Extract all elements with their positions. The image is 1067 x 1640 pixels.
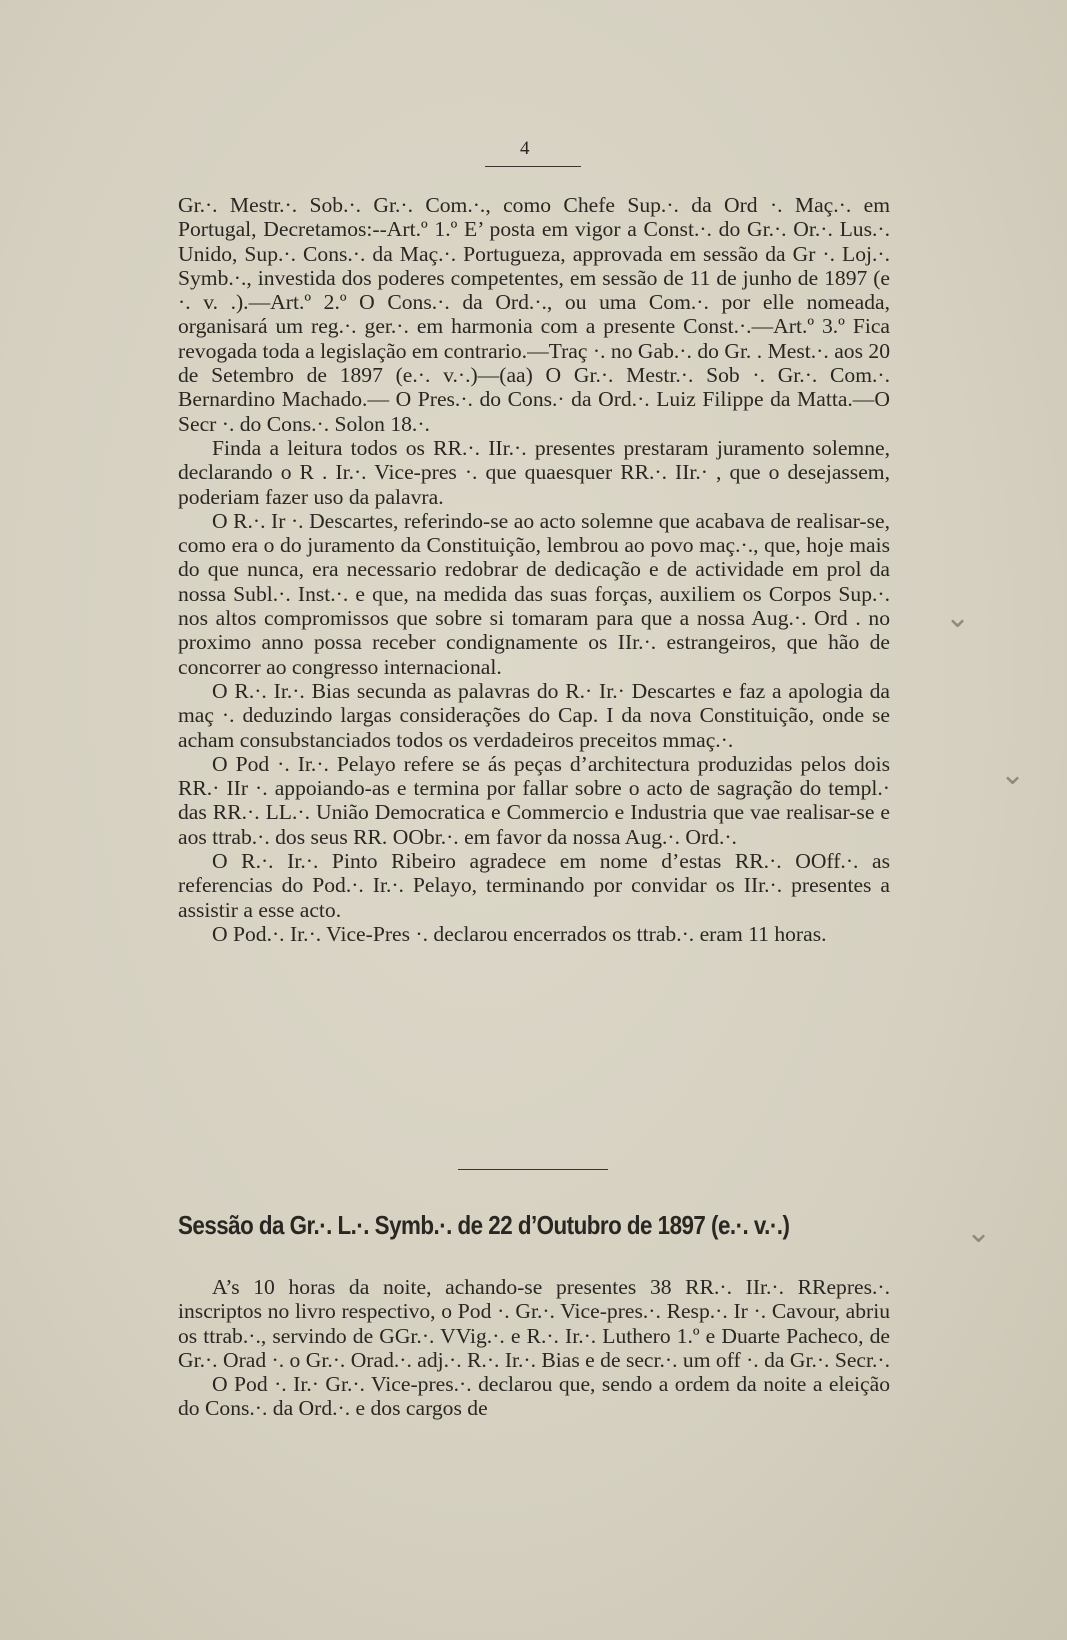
session-text: [178, 1275, 890, 1421]
oath-paragraph: Finda a leitura todos os RR.·. IIr.·. presentes prestaram juramento solemne, declarando o R . Ir.·. Vice-pres ·. que quaesquer RR.·. IIr.· , que o desejassem, poderiam fazer uso da palavra.: [178, 435, 890, 509]
order-of-night-paragraph: O Pod ·. Ir.· Gr.·. Vice-pres.·. declarou que, sendo a ordem da noite a eleição do Cons.·. da Ord.·. e dos cargos de: [178, 1372, 890, 1421]
descartes-paragraph: O R.·. Ir ·. Descartes, referindo-se ao acto solemne que acabava de realisar-se, como era o do juramento da Constituição, lembrou ao povo maç.·., que, hoje mais do que nunca, era necessario redobrar de dedicação e de actividade em prol da nossa Subl.·. Inst.·. e que, na medida das suas forças, auxiliem os Corpos Sup.·. nos altos compromissos que sobre si tomaram para que a nossa Aug.·. Ord . no proximo anno possa receber condignamente os IIr.·. estrangeiros, que hão de concorrer ao congresso internacional.: [178, 508, 890, 679]
header-rule: [485, 166, 581, 167]
decree-paragraph: Gr.·. Mestr.·. Sob.·. Gr.·. Com.·., como Chefe Sup.·. da Ord ·. Maç.·. em Portugal, Decretamos:--Art.º 1.º E’ posta em vigor a Const.·. do Gr.·. Or.·. Lus.·. Unido, Sup.·. Cons.·. da Maç.·. Portugueza, approvada em sessão da Gr ·. Loj.·. Symb.·., investida dos poderes competentes, em sessão de 11 de junho de 1897 (e ·. v. .).—Art.º 2.º O Cons.·. da Ord.·., ou uma Com.·. por elle nomeada, organisará um reg.·. ger.·. em harmonia com a presente Const.·.—Art.º 3.º Fica revogada toda a legislação em contrario.—Traç ·. no Gab.·. do Gr. . Mest.·. aos 20 de Setembro de 1897 (e.·. v.·.)—(aa) O Gr.·. Mestr.·. Sob ·. Gr.·. Com.·. Bernardino Machado.— O Pres.·. do Cons.· da Ord.·. Luiz Filippe da Matta.—O Secr ·. do Cons.·. Solon 18.·.: [178, 193, 890, 436]
show-through-mark-icon: ⌄: [945, 600, 971, 635]
pelayo-paragraph: O Pod ·. Ir.·. Pelayo refere se ás peças d’architectura produzidas pelos dois RR.· IIr ·. appoiando-as e termina por fallar sobre o acto de sagração do templ.· das RR.·. LL.·. União Democratica e Commercio e Industria que vae realisar-se e aos ttrab.·. dos seus RR. OObr.·. em favor da nossa Aug.·. Ord.·.: [178, 751, 890, 849]
attendance-paragraph: A’s 10 horas da noite, achando-se presentes 38 RR.·. IIr.·. RRepres.·. inscriptos no livro respectivo, o Pod ·. Gr.·. Vice-pres.·. Resp.·. Ir ·. Cavour, abriu os ttrab.·., servindo de GGr.·. VVig.·. e R.·. Ir.·. Luthero 1.º e Duarte Pacheco, de Gr.·. Orad ·. o Gr.·. Orad.·. adj.·. R.·. Ir.·. Bias e de secr.·. um off ·. da Gr.·. Secr.·.: [178, 1275, 890, 1372]
minutes-text: [178, 193, 890, 946]
section-separator: [458, 1169, 608, 1170]
page-number: 4: [520, 138, 530, 159]
section-heading: Sessão da Gr.·. L.·. Symb.·. de 22 d’Outubro de 1897 (e.·. v.·.): [178, 1210, 790, 1240]
show-through-mark-icon: ⌄: [1000, 757, 1026, 792]
pinto-ribeiro-paragraph: O R.·. Ir.·. Pinto Ribeiro agradece em nome d’estas RR.·. OOff.·. as referencias do Pod.·. Ir.·. Pelayo, terminando por convidar os IIr.·. presentes a assistir a esse acto.: [178, 849, 890, 922]
show-through-mark-icon: ⌄: [966, 1215, 992, 1250]
closing-paragraph: O Pod.·. Ir.·. Vice-Pres ·. declarou encerrados os ttrab.·. eram 11 horas.: [212, 921, 827, 946]
bias-paragraph: O R.·. Ir.·. Bias secunda as palavras do R.· Ir.· Descartes e faz a apologia da maç ·. deduzindo largas considerações do Cap. I da nova Constituição, onde se acham consubstanciados todos os verdadeiros preceitos mmaç.·.: [178, 678, 890, 752]
